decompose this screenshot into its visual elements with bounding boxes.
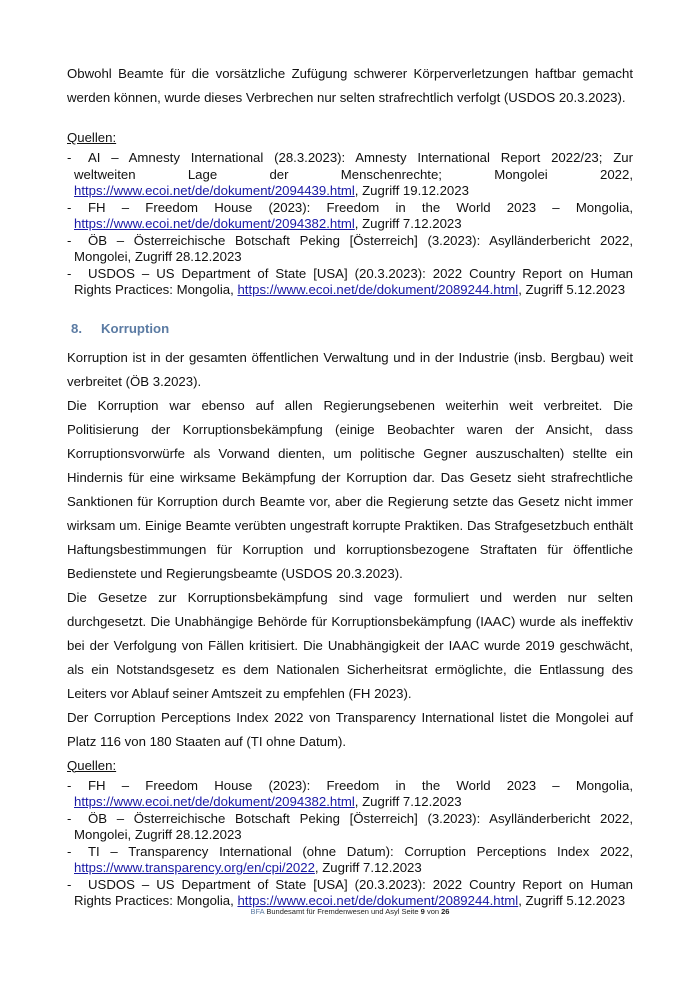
footer-org: Bundesamt für Fremdenwesen und Asyl <box>266 907 400 916</box>
intro-paragraph: Obwohl Beamte für die vorsätzliche Zufügung schwerer Körperverletzungen haftbar gemacht werden können, wurde dieses Verbrechen nur selten strafrechtlich verfolgt (USDOS 20.3.2023). <box>67 66 633 105</box>
bfa-logo: BFA <box>250 907 265 916</box>
source-access-date: , Zugriff 7.12.2023 <box>314 860 422 875</box>
footer-page-total: 26 <box>441 907 450 916</box>
source-text: ÖB – Österreichische Botschaft Peking [Österreich] (3.2023): Asylländerbericht 2022, Mongolei, Zugriff 28.12.2023 <box>74 232 633 264</box>
source-item <box>67 233 633 266</box>
source-access-date: , Zugriff 19.12.2023 <box>354 183 469 198</box>
source-link[interactable]: https://www.ecoi.net/de/dokument/2089244.html <box>237 893 519 908</box>
list-dash: - <box>67 876 72 892</box>
source-access-date: , Zugriff 7.12.2023 <box>354 216 462 231</box>
source-item <box>67 150 633 200</box>
footer-of-label: von <box>426 907 440 916</box>
list-dash: - <box>67 777 72 793</box>
source-text: USDOS – US Department of State [USA] (20.3.2023): 2022 Country Report on Human Rights Practices: Mongolia, <box>74 265 633 297</box>
source-item <box>67 200 633 233</box>
sources-label: Quellen: <box>67 757 117 773</box>
source-item <box>67 844 633 877</box>
source-text: FH – Freedom House (2023): Freedom in the World 2023 – Mongolia, <box>88 199 633 215</box>
source-access-date: , Zugriff 7.12.2023 <box>354 794 462 809</box>
paragraph: Die Korruption war ebenso auf allen Regierungsebenen weiterhin weit verbreitet. Die Politisierung der Korruptionsbekämpfung (einige Beobachter waren der Ansicht, dass Korruptionsvorwürfe als Vorwand dienten, um politische Gegner auszuschalten) stellte ein Hindernis für eine wirksame Bekämpfung der Korruption dar. Das Gesetz sieht strafrechtliche Sanktionen für Korruption durch Beamte vor, aber die Regierung setzte das Gesetz nicht immer wirksam um. Einige Beamte verübten ungestraft korrupte Praktiken. Das Strafgesetzbuch enthält Haftungsbestimmungen für Korruption und korruptionsbezogene Straftaten für öffentliche Bedienstete und Regierungsbeamte (USDOS 20.3.2023). <box>67 397 633 581</box>
source-item <box>67 778 633 811</box>
source-link[interactable]: https://www.ecoi.net/de/dokument/2094382.html <box>74 216 355 231</box>
source-item <box>67 266 633 299</box>
section-heading <box>67 317 633 341</box>
footer-page-number: 9 <box>420 907 425 916</box>
source-item <box>67 811 633 844</box>
paragraph: Korruption ist in der gesamten öffentlichen Verwaltung und in der Industrie (insb. Bergbau) weit verbreitet (ÖB 3.2023). <box>67 349 633 389</box>
source-access-date: , Zugriff 5.12.2023 <box>518 282 626 297</box>
source-link[interactable]: https://www.transparency.org/en/cpi/2022 <box>74 860 315 875</box>
sources-list <box>67 150 633 299</box>
list-dash: - <box>67 843 72 859</box>
source-item <box>67 877 633 910</box>
paragraph: Die Gesetze zur Korruptionsbekämpfung sind vage formuliert und werden nur selten durchgesetzt. Die Unabhängige Behörde für Korruptionsbekämpfung (IAAC) wurde als ineffektiv bei der Verfolgung von Fällen kritisiert. Die Unabhängigkeit der IAAC wurde 2019 geschwächt, als ein Notstandsgesetz es dem Nationalen Sicherheitsrat ermöglichte, die Entlassung des Leiters vor Ablauf seiner Amtszeit zu empfehlen (FH 2023). <box>67 589 633 701</box>
source-link[interactable]: https://www.ecoi.net/de/dokument/2089244.html <box>237 282 519 297</box>
list-dash: - <box>67 199 72 215</box>
document-page <box>67 62 633 910</box>
page-footer <box>0 907 700 916</box>
paragraph: Der Corruption Perceptions Index 2022 von Transparency International listet die Mongolei auf Platz 116 von 180 Staaten auf (TI ohne Datum). <box>67 709 633 749</box>
source-text: AI – Amnesty International (28.3.2023): Amnesty International Report 2022/23; Zur weltweiten Lage der Menschenrechte; Mongolei 2022, <box>74 150 633 182</box>
section-title: Korruption <box>101 320 170 336</box>
source-text: ÖB – Österreichische Botschaft Peking [Österreich] (3.2023): Asylländerbericht 2022, Mongolei, Zugriff 28.12.2023 <box>74 810 633 842</box>
source-text: USDOS – US Department of State [USA] (20.3.2023): 2022 Country Report on Human Rights Practices: Mongolia, <box>74 876 633 908</box>
sources-label: Quellen: <box>67 130 117 145</box>
section-number: 8. <box>71 320 82 336</box>
sources-list <box>67 778 633 910</box>
footer-page-label: Seite <box>401 907 419 916</box>
source-link[interactable]: https://www.ecoi.net/de/dokument/2094382.html <box>74 794 355 809</box>
source-access-date: , Zugriff 5.12.2023 <box>518 893 626 908</box>
list-dash: - <box>67 265 72 281</box>
source-link[interactable]: https://www.ecoi.net/de/dokument/2094439.html <box>74 183 355 198</box>
list-dash: - <box>67 150 72 165</box>
list-dash: - <box>67 810 72 826</box>
source-text: TI – Transparency International (ohne Datum): Corruption Perceptions Index 2022, <box>88 843 633 859</box>
list-dash: - <box>67 232 72 248</box>
source-text: FH – Freedom House (2023): Freedom in the World 2023 – Mongolia, <box>88 777 633 793</box>
